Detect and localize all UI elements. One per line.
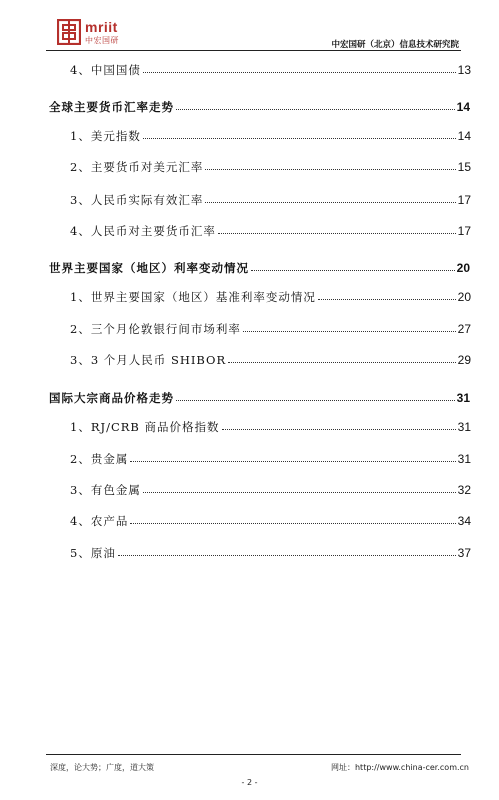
- toc-leader-dots: [176, 400, 455, 401]
- toc-entry-title: 5、原油: [70, 546, 116, 560]
- toc-entry-title: 2、贵金属: [70, 452, 129, 466]
- toc-entry[interactable]: [0, 189, 471, 207]
- toc-page-number: 29: [457, 353, 471, 367]
- toc-section-entry[interactable]: [0, 387, 470, 405]
- toc-page-number: 15: [457, 160, 471, 174]
- toc-section-entry[interactable]: [0, 96, 470, 114]
- toc-entry[interactable]: [0, 349, 471, 367]
- toc-entry[interactable]: [0, 510, 471, 528]
- toc-entry[interactable]: [0, 542, 471, 560]
- toc-leader-dots: [251, 270, 455, 271]
- toc-page-number: 14: [456, 100, 470, 114]
- toc-page-number: 34: [457, 514, 471, 528]
- toc-leader-dots: [243, 331, 456, 332]
- toc-leader-dots: [318, 299, 456, 300]
- toc-entry-title: 3、3 个月人民币 SHIBOR: [70, 353, 227, 367]
- toc-leader-dots: [143, 492, 456, 493]
- toc-entry-title: 1、美元指数: [70, 129, 141, 143]
- logo-text: mriit: [85, 19, 118, 35]
- toc-page-number: 37: [457, 546, 471, 560]
- toc-page-number: 27: [457, 322, 471, 336]
- toc-page-number: 20: [456, 261, 470, 275]
- toc-leader-dots: [205, 169, 455, 170]
- toc-page-number: 17: [457, 193, 471, 207]
- toc-entry-title: 4、农产品: [70, 514, 129, 528]
- toc-leader-dots: [130, 523, 455, 524]
- toc-entry-title: 1、世界主要国家（地区）基准利率变动情况: [70, 290, 316, 304]
- toc-leader-dots: [118, 555, 456, 556]
- toc-page-number: 14: [457, 129, 471, 143]
- toc-page-number: 31: [457, 452, 471, 466]
- toc-entry-title: 3、有色金属: [70, 483, 141, 497]
- toc-entry-title: 国际大宗商品价格走势: [49, 391, 174, 405]
- toc-page-number: 31: [456, 391, 470, 405]
- toc-entry-title: 2、主要货币对美元汇率: [70, 160, 204, 174]
- page-number: - 2 -: [241, 778, 258, 787]
- logo-subtext: 中宏国研: [85, 36, 119, 45]
- toc-section-entry[interactable]: [0, 257, 470, 275]
- toc-leader-dots: [228, 362, 455, 363]
- footer-divider: [46, 754, 461, 755]
- toc-entry-title: 3、人民币实际有效汇率: [70, 193, 204, 207]
- toc-entry[interactable]: [0, 416, 471, 434]
- toc-page-number: 20: [457, 290, 471, 304]
- toc-entry[interactable]: [0, 156, 471, 174]
- toc-page-number: 17: [457, 224, 471, 238]
- toc-page-number: 13: [457, 63, 471, 77]
- toc-leader-dots: [222, 429, 456, 430]
- footer-website: 网址：http://www.china-cer.com.cn: [330, 763, 469, 772]
- toc-entry[interactable]: [0, 448, 471, 466]
- footer-slogan: 深度，论大势；广度，道大策: [50, 763, 154, 772]
- toc-entry[interactable]: [0, 318, 471, 336]
- toc-entry[interactable]: [0, 286, 471, 304]
- toc-entry-title: 全球主要货币汇率走势: [49, 100, 174, 114]
- toc-leader-dots: [205, 202, 455, 203]
- toc-leader-dots: [130, 461, 455, 462]
- toc-entry[interactable]: [0, 125, 471, 143]
- toc-entry[interactable]: [0, 220, 471, 238]
- toc-entry[interactable]: [0, 59, 471, 77]
- header-org: 中宏国研（北京）信息技术研究院: [331, 40, 459, 50]
- toc-entry-title: 世界主要国家（地区）利率变动情况: [49, 261, 249, 275]
- toc-page-number: 32: [457, 483, 471, 497]
- toc-entry-title: 2、三个月伦敦银行间市场利率: [70, 322, 241, 336]
- toc-leader-dots: [218, 233, 456, 234]
- toc-entry-title: 1、RJ/CRB 商品价格指数: [70, 420, 220, 434]
- toc-page-number: 31: [457, 420, 471, 434]
- toc-entry[interactable]: [0, 479, 471, 497]
- toc-leader-dots: [176, 109, 455, 110]
- toc-entry-title: 4、中国国债: [70, 63, 141, 77]
- toc-entry-title: 4、人民币对主要货币汇率: [70, 224, 216, 238]
- toc-leader-dots: [143, 138, 456, 139]
- toc-leader-dots: [143, 72, 456, 73]
